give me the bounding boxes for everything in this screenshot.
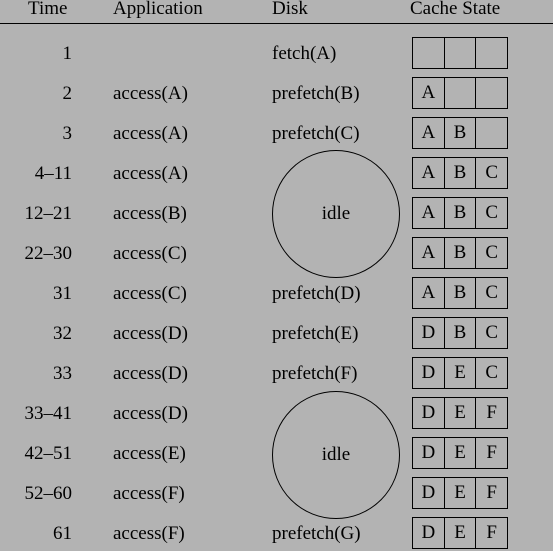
disk-cell: prefetch(C) bbox=[272, 123, 360, 144]
table-row bbox=[0, 37, 553, 71]
cache-state bbox=[412, 37, 508, 69]
application-cell: access(B) bbox=[113, 203, 187, 224]
cache-slot: E bbox=[445, 358, 477, 388]
disk-cell: prefetch(B) bbox=[272, 83, 360, 104]
application-cell: access(D) bbox=[113, 403, 188, 424]
header-application: Application bbox=[113, 0, 203, 19]
cache-slot: D bbox=[413, 318, 445, 348]
disk-idle-circle bbox=[272, 150, 400, 278]
cache-slot: D bbox=[413, 478, 445, 508]
cache-slot bbox=[445, 38, 477, 68]
cache-slot: C bbox=[485, 162, 499, 183]
cache-slot: F bbox=[486, 442, 497, 463]
application-cell: access(F) bbox=[113, 483, 185, 504]
cache-state bbox=[412, 437, 508, 469]
cache-slot: A bbox=[413, 78, 445, 108]
cache-state bbox=[412, 397, 508, 429]
table-row bbox=[0, 277, 553, 311]
cache-state bbox=[412, 117, 508, 149]
cache-slot: E bbox=[445, 518, 477, 548]
cache-slot: E bbox=[445, 438, 477, 468]
time-cell: 1 bbox=[62, 43, 72, 64]
table-row bbox=[0, 357, 553, 391]
disk-cell: prefetch(G) bbox=[272, 523, 361, 544]
cache-slot bbox=[445, 78, 477, 108]
header-cache-state: Cache State bbox=[410, 0, 501, 19]
cache-slot: B bbox=[445, 318, 477, 348]
cache-slot: A bbox=[413, 198, 445, 228]
application-cell: access(A) bbox=[113, 163, 188, 184]
application-cell: access(E) bbox=[113, 443, 186, 464]
table-row bbox=[0, 117, 553, 151]
cache-slot: C bbox=[485, 202, 499, 223]
time-cell: 22–30 bbox=[24, 243, 72, 264]
cache-state bbox=[412, 77, 508, 109]
cache-slot: F bbox=[486, 522, 497, 543]
cache-slot: B bbox=[445, 278, 477, 308]
application-cell: access(A) bbox=[113, 123, 188, 144]
cache-slot: E bbox=[445, 478, 477, 508]
disk-cell: prefetch(D) bbox=[272, 283, 361, 304]
cache-state bbox=[412, 357, 508, 389]
cache-slot: D bbox=[413, 438, 445, 468]
cache-state bbox=[412, 237, 508, 269]
time-cell: 31 bbox=[53, 283, 72, 304]
table-row bbox=[0, 237, 553, 271]
time-cell: 2 bbox=[62, 83, 72, 104]
time-cell: 12–21 bbox=[24, 203, 72, 224]
cache-slot: B bbox=[445, 198, 477, 228]
table-row bbox=[0, 517, 553, 551]
header-divider bbox=[0, 23, 553, 24]
cache-slot: A bbox=[413, 278, 445, 308]
application-cell: access(C) bbox=[113, 283, 187, 304]
cache-slot: A bbox=[413, 158, 445, 188]
cache-slot: A bbox=[413, 118, 445, 148]
application-cell: access(C) bbox=[113, 243, 187, 264]
cache-slot: D bbox=[413, 518, 445, 548]
cache-slot: F bbox=[486, 402, 497, 423]
cache-slot: C bbox=[485, 242, 499, 263]
table-row bbox=[0, 77, 553, 111]
cache-slot: A bbox=[413, 238, 445, 268]
application-cell: access(F) bbox=[113, 523, 185, 544]
time-cell: 3 bbox=[62, 123, 72, 144]
time-cell: 4–11 bbox=[34, 163, 72, 184]
cache-slot: B bbox=[445, 158, 477, 188]
cache-slot: C bbox=[485, 282, 499, 303]
cache-state bbox=[412, 477, 508, 509]
cache-state bbox=[412, 157, 508, 189]
cache-slot bbox=[413, 38, 445, 68]
application-cell: access(D) bbox=[113, 363, 188, 384]
table-row bbox=[0, 157, 553, 191]
time-cell: 42–51 bbox=[24, 443, 72, 464]
cache-slot: C bbox=[485, 362, 499, 383]
cache-slot: C bbox=[485, 322, 499, 343]
time-cell: 33–41 bbox=[24, 403, 72, 424]
idle-label: idle bbox=[321, 203, 351, 224]
time-cell: 61 bbox=[53, 523, 72, 544]
time-cell: 33 bbox=[53, 363, 72, 384]
table-row bbox=[0, 477, 553, 511]
disk-cell: prefetch(E) bbox=[272, 323, 359, 344]
time-cell: 32 bbox=[53, 323, 72, 344]
cache-slot: D bbox=[413, 358, 445, 388]
disk-idle-circle bbox=[272, 391, 400, 519]
cache-slot: D bbox=[413, 398, 445, 428]
cache-slot bbox=[476, 78, 507, 108]
cache-slot bbox=[476, 118, 507, 148]
table-row bbox=[0, 317, 553, 351]
disk-cell: fetch(A) bbox=[272, 43, 337, 64]
cache-state bbox=[412, 197, 508, 229]
application-cell: access(A) bbox=[113, 83, 188, 104]
cache-slot: E bbox=[445, 398, 477, 428]
cache-state bbox=[412, 277, 508, 309]
application-cell: access(D) bbox=[113, 323, 188, 344]
time-cell: 52–60 bbox=[24, 483, 72, 504]
cache-slot: F bbox=[486, 482, 497, 503]
cache-slot: B bbox=[445, 118, 477, 148]
disk-cell: prefetch(F) bbox=[272, 363, 358, 384]
cache-slot bbox=[476, 38, 507, 68]
cache-state bbox=[412, 517, 508, 549]
table-row bbox=[0, 397, 553, 431]
header-disk: Disk bbox=[272, 0, 308, 19]
cache-slot: B bbox=[445, 238, 477, 268]
header-time: Time bbox=[28, 0, 68, 19]
cache-state bbox=[412, 317, 508, 349]
idle-label: idle bbox=[321, 444, 351, 465]
